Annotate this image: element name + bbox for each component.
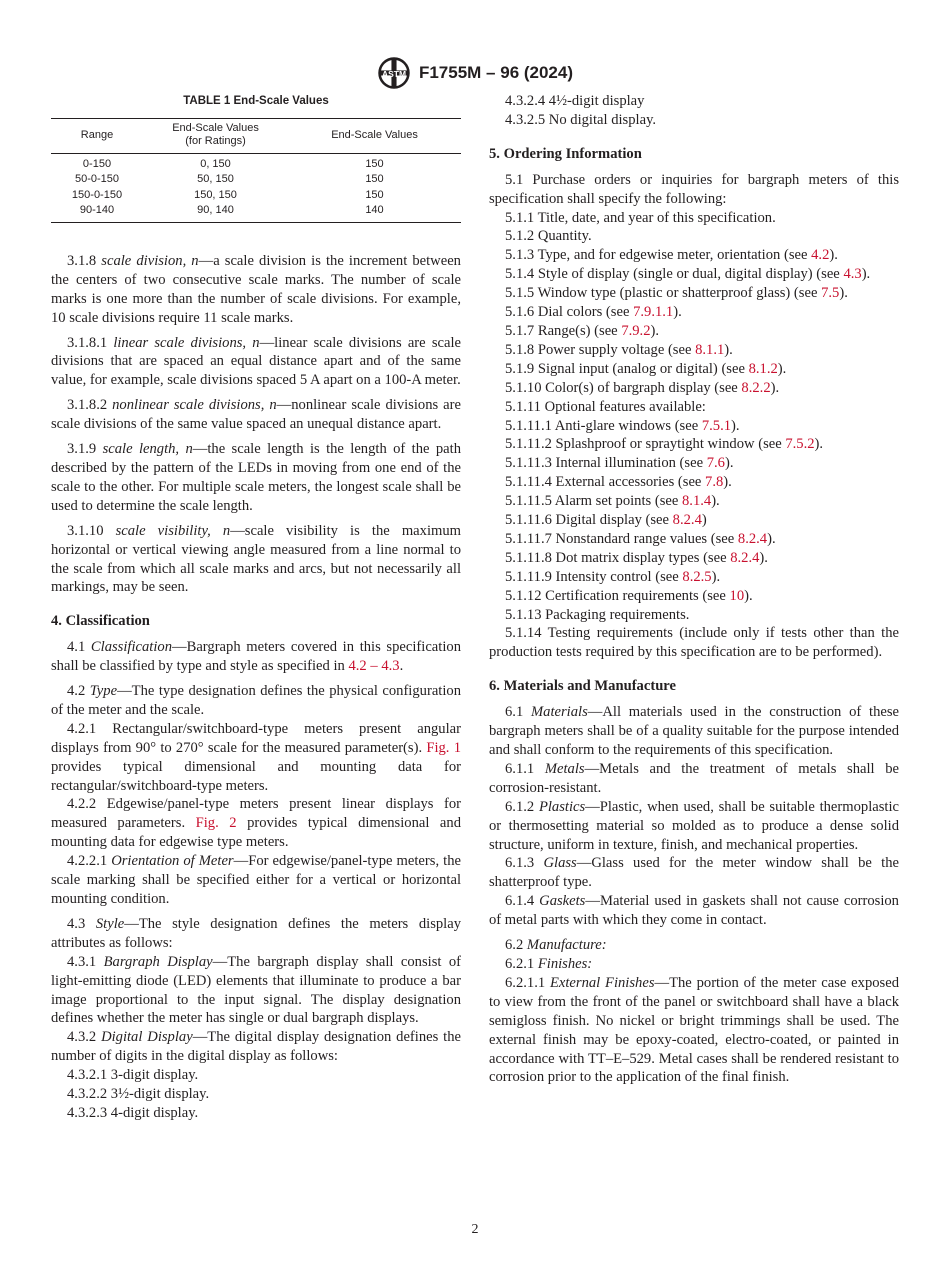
table-row [51, 203, 461, 222]
section-4-3-2-4: 4.3.2.4 4½-digit display [505, 93, 645, 109]
ordering-item: 5.1.11.8 Dot matrix display types (see 8.2.4). [505, 549, 768, 566]
definition-3-1-10: 3.1.10 scale visibility, n—scale visibility is the maximum horizontal or vertical viewing angle measured from a line normal to the scale from which all scale marks and arcs, but not necessarily all markings, may be seen. [51, 522, 461, 596]
section-4-3: 4.3 Style—The style designation defines the meters display attributes as follows: [51, 915, 461, 951]
cross-reference-link[interactable]: 8.1.4 [682, 493, 712, 510]
cross-reference-link[interactable]: 8.1.2 [748, 360, 778, 377]
definition-3-1-8: 3.1.8 scale division, n—a scale division is the increment between the centers of two consecutive scale marks. The number of scale marks is one more than the number of scale divisions. For example, 10 scale divisions require 11 scale marks. [51, 252, 461, 326]
table-header-cell: Range [80, 128, 114, 141]
table-1 [51, 92, 461, 223]
right-column [489, 92, 899, 1087]
table-row [51, 153, 461, 172]
cross-reference-link[interactable]: 7.5.1 [701, 417, 732, 434]
cross-reference-link[interactable]: 7.9.2 [621, 322, 651, 339]
cross-reference-link[interactable]: 10 [729, 587, 745, 604]
ordering-item: 5.1.12 Certification requirements (see 10). [505, 587, 753, 604]
section-4-2-1: 4.2.1 Rectangular/switchboard-type meters present angular displays from 90° to 270° scale for the measured parameter(s). Fig. 1 provides typical dimensional and mounting data for rectangular/switchboard-type meters. [51, 720, 461, 794]
section-heading-ordering-information: 5. Ordering Information [489, 145, 642, 162]
cross-reference-link[interactable]: 8.2.4 [737, 530, 768, 547]
section-4-2-2: 4.2.2 Edgewise/panel-type meters present linear displays for measured parameters. Fig. 2 provides typical dimensional and mounting data for edgewise type meters. [51, 796, 462, 851]
section-heading-classification: 4. Classification [51, 613, 150, 630]
ordering-item: 5.1.13 Packaging requirements. [505, 606, 690, 623]
end-scale-values-table [51, 118, 461, 223]
section-5-1: 5.1 Purchase orders or inquiries for bargraph meters of this specification shall specify the following: [489, 171, 899, 207]
ordering-item: 5.1.11.3 Internal illumination (see 7.6). [505, 455, 734, 472]
ordering-item: 5.1.9 Signal input (analog or digital) (see 8.1.2). [505, 360, 787, 377]
table-cell: 90-140 [79, 204, 115, 217]
ordering-item: 5.1.11 Optional features available: [505, 398, 706, 415]
section-6-2-1: 6.2.1 Finishes: [505, 955, 593, 972]
section-4-3-2: 4.3.2 Digital Display—The digital display designation defines the number of digits in the digital display as follows: [51, 1029, 461, 1065]
table-cell: 150 [365, 188, 384, 201]
cross-reference-link[interactable]: 8.2.4 [730, 549, 760, 566]
table-cell: 0-150 [82, 157, 112, 170]
section-6-1-1: 6.1.1 Metals—Metals and the treatment of metals shall be corrosion-resistant. [489, 760, 899, 796]
ordering-item: 5.1.11.2 Splashproof or spraytight window (see 7.5.2). [505, 436, 824, 453]
cross-reference-link[interactable]: 8.2.5 [682, 568, 712, 585]
section-4-1: 4.1 Classification—Bargraph meters covered in this specification shall be classified by type and style as specified in 4.2 – 4.3. [51, 639, 461, 675]
ordering-item: 5.1.11.7 Nonstandard range values (see 8.2.4). [505, 530, 776, 547]
figure-link[interactable]: Fig. 2 [195, 815, 237, 832]
table-header-cell: End-Scale Values [331, 128, 418, 141]
table-cell: 140 [365, 204, 384, 217]
section-4-3-1: 4.3.1 Bargraph Display—The bargraph display shall consist of light-emitting diode (LED) elements that illuminate to produce a bar image proportional to the input signal. The display designation defines whether the meter has single or dual bargraph displays. [51, 953, 461, 1027]
ordering-item: 5.1.11.4 External accessories (see 7.8). [505, 474, 732, 491]
cross-reference-link[interactable]: 4.2 – 4.3 [348, 658, 400, 675]
table-cell: 50-0-150 [74, 173, 120, 186]
section-6-1-4: 6.1.4 Gaskets—Material used in gaskets shall not cause corrosion of metal parts with which they come in contact. [489, 893, 899, 929]
table-cell: 150 [365, 173, 384, 186]
table-cell: 150 [365, 157, 384, 170]
cross-reference-link[interactable]: 7.8 [705, 474, 724, 491]
cross-reference-link[interactable]: 4.3 [843, 266, 862, 283]
section-4-3-2-1: 4.3.2.1 3-digit display. [67, 1067, 199, 1084]
section-6-1-3: 6.1.3 Glass—Glass used for the meter window shall be the shatterproof type. [489, 855, 899, 891]
page-header [0, 56, 950, 95]
table-row [51, 172, 461, 188]
section-heading-materials-and-manufacture: 6. Materials and Manufacture [489, 678, 676, 695]
cross-reference-link[interactable]: 7.9.1.1 [633, 304, 674, 321]
cross-reference-link[interactable]: 7.5.2 [785, 436, 815, 453]
cross-reference-link[interactable]: 4.2 [811, 247, 830, 264]
cross-reference-link[interactable]: 8.1.1 [695, 341, 725, 358]
ordering-item: 5.1.11.6 Digital display (see 8.2.4) [505, 512, 707, 529]
cross-reference-link[interactable]: 8.2.2 [741, 379, 771, 396]
figure-link[interactable]: Fig. 1 [426, 739, 461, 756]
ordering-item: 5.1.11.1 Anti-glare windows (see 7.5.1). [505, 417, 740, 434]
section-6-2: 6.2 Manufacture: [505, 937, 607, 954]
section-4-3-2-3: 4.3.2.3 4-digit display. [67, 1104, 199, 1121]
table-caption: TABLE 1 End-Scale Values [183, 95, 329, 107]
section-4-3-2-2: 4.3.2.2 3½-digit display. [67, 1086, 210, 1103]
ordering-item: 5.1.1 Title, date, and year of this specification. [505, 209, 776, 226]
table-header-row [51, 118, 461, 153]
ordering-item: 5.1.3 Type, and for edgewise meter, orientation (see 4.2). [505, 247, 838, 264]
cross-reference-link[interactable]: 7.6 [706, 455, 725, 472]
cross-reference-link[interactable]: 8.2.4 [672, 512, 702, 529]
ordering-item: 5.1.10 Color(s) of bargraph display (see 8.2.2). [505, 379, 780, 396]
table-cell: 50, 150 [197, 173, 234, 186]
definition-3-1-8-2: 3.1.8.2 nonlinear scale divisions, n—nonlinear scale divisions are scale divisions of the same value spaced an unequal distance apart. [51, 397, 461, 433]
astm-logo-icon [377, 56, 411, 90]
section-6-1: 6.1 Materials—All materials used in the construction of these bargraph meters shall be of a quality suitable for the purpose intended and shall conform to the requirements of this specification. [489, 704, 900, 758]
table-cell: 150-0-150 [71, 188, 123, 201]
ordering-item: 5.1.2 Quantity. [505, 228, 592, 245]
section-4-2-2-1: 4.2.2.1 Orientation of Meter—For edgewise/panel-type meters, the scale marking shall be specified either for a vertical or horizontal mounting condition. [51, 853, 461, 907]
ordering-item: 5.1.8 Power supply voltage (see 8.1.1). [505, 341, 733, 358]
ordering-item: 5.1.6 Dial colors (see 7.9.1.1). [505, 304, 682, 321]
ordering-item: 5.1.4 Style of display (single or dual, digital display) (see 4.3). [505, 266, 871, 283]
cross-reference-link[interactable]: 7.5 [821, 285, 840, 302]
page-number: 2 [471, 1222, 479, 1237]
svg-text:ASTM: ASTM [381, 68, 407, 79]
ordering-item: 5.1.5 Window type (plastic or shatterproof glass) (see 7.5). [505, 285, 848, 302]
ordering-item: 5.1.7 Range(s) (see 7.9.2). [505, 322, 660, 339]
section-4-3-2-5: 4.3.2.5 No digital display. [505, 111, 657, 128]
table-cell: 0, 150 [200, 157, 231, 170]
section-4-2: 4.2 Type—The type designation defines the physical configuration of the meter and the scale. [51, 683, 461, 718]
table-cell: 150, 150 [194, 188, 237, 201]
ordering-item: 5.1.11.9 Intensity control (see 8.2.5). [505, 568, 721, 585]
table-header-cell: End-Scale Values (for Ratings) [172, 121, 259, 148]
section-5-1-14: 5.1.14 Testing requirements (include only if tests other than the production tests required by this specification are to be performed). [489, 625, 899, 661]
definition-3-1-9: 3.1.9 scale length, n—the scale length is the length of the path described by the pattern of the LEDs in moving from one end of the scale to the other. For multiple scale meters, the longest scale shall be used to determine the scale length. [51, 441, 461, 514]
document-designation: F1755M – 96 (2024) [418, 63, 574, 82]
table-row [51, 188, 461, 204]
section-6-2-1-1: 6.2.1.1 External Finishes—The portion of the meter case exposed to view from the front of the panel or switchboard shall have a black semigloss finish. No nickel or bright trimmings shall be used. The external finish may be epoxy-coated, electro-coated, or painted in accordance with TT–E–529. Metal cases shall be rendered resistant to corrosion prior to the application of the final finish. [489, 974, 899, 1086]
left-column [51, 92, 461, 1123]
definition-3-1-8-1: 3.1.8.1 linear scale divisions, n—linear scale divisions are scale divisions that are spaced an equal distance apart and of the same value, for example, scale divisions spaced 5 A apart on a 100-A meter. [51, 334, 461, 389]
ordering-item: 5.1.11.5 Alarm set points (see 8.1.4). [505, 493, 720, 510]
section-6-1-2: 6.1.2 Plastics—Plastic, when used, shall be suitable thermoplastic or thermosetting material so molded as to produce a dense solid structure, uniform in texture, finish, and mechanical properties. [489, 798, 900, 853]
table-cell: 90, 140 [197, 204, 234, 217]
